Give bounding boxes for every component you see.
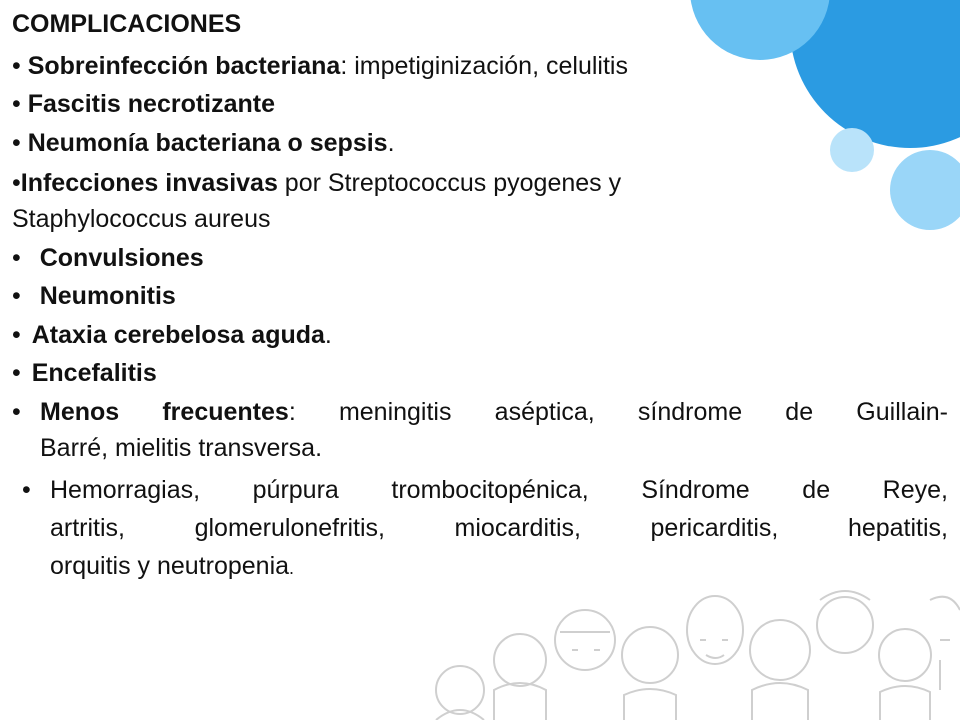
bullet: • [22,476,31,504]
list-item [12,358,157,388]
list-item-continuation [50,551,294,583]
item-term: Menos frecuentes [40,398,289,426]
list-item-text: Hemorragias, púrpura trombocitopénica, Síndrome de Reye, [50,476,948,504]
slide-title: COMPLICACIONES [12,10,242,38]
item-term: Convulsiones [39,244,204,272]
item-term: Fascitis necrotizante [27,90,276,118]
item-term: Neumonía bacteriana o sepsis [27,129,388,157]
list-item [12,243,204,273]
list-item [12,89,275,119]
list-item-text [40,397,948,427]
item-detail: : meningitis aséptica, síndrome de Guillain- [288,398,949,426]
list-item-continuation: artritis, glomerulonefritis, miocarditis, pericarditis, hepatitis, [50,514,948,542]
bullet: • [12,244,21,272]
item-term: Encefalitis [31,359,157,387]
item-term: Neumonitis [39,282,176,310]
bullet: • [12,129,21,157]
item-term: Ataxia cerebelosa aguda [31,321,325,349]
item-detail: : impetiginización, celulitis [340,52,628,80]
bullet: • [12,52,21,80]
item-detail: . [324,321,332,349]
list-item-continuation: Barré, mielitis transversa. [40,434,323,462]
list-item [12,281,176,311]
list-item [12,397,21,427]
bullet: • [12,359,21,387]
bullet: • [12,321,21,349]
bullet: • [12,398,21,426]
list-item-continuation: Staphylococcus aureus [12,205,271,233]
bullet: • [12,282,21,310]
list-item [12,51,628,81]
item-detail: por Streptococcus pyogenes y [277,169,622,197]
item-detail: . [387,129,395,157]
bullet: • [12,169,21,197]
bullet: • [12,90,21,118]
list-item [12,168,621,198]
item-term: Infecciones invasivas [20,169,278,197]
item-term: Sobreinfección bacteriana [27,52,341,80]
list-item [12,320,332,350]
item-tail: . [289,558,295,578]
item-detail: orquitis y neutropenia [50,552,290,580]
list-item [22,475,31,505]
list-item [12,128,395,158]
